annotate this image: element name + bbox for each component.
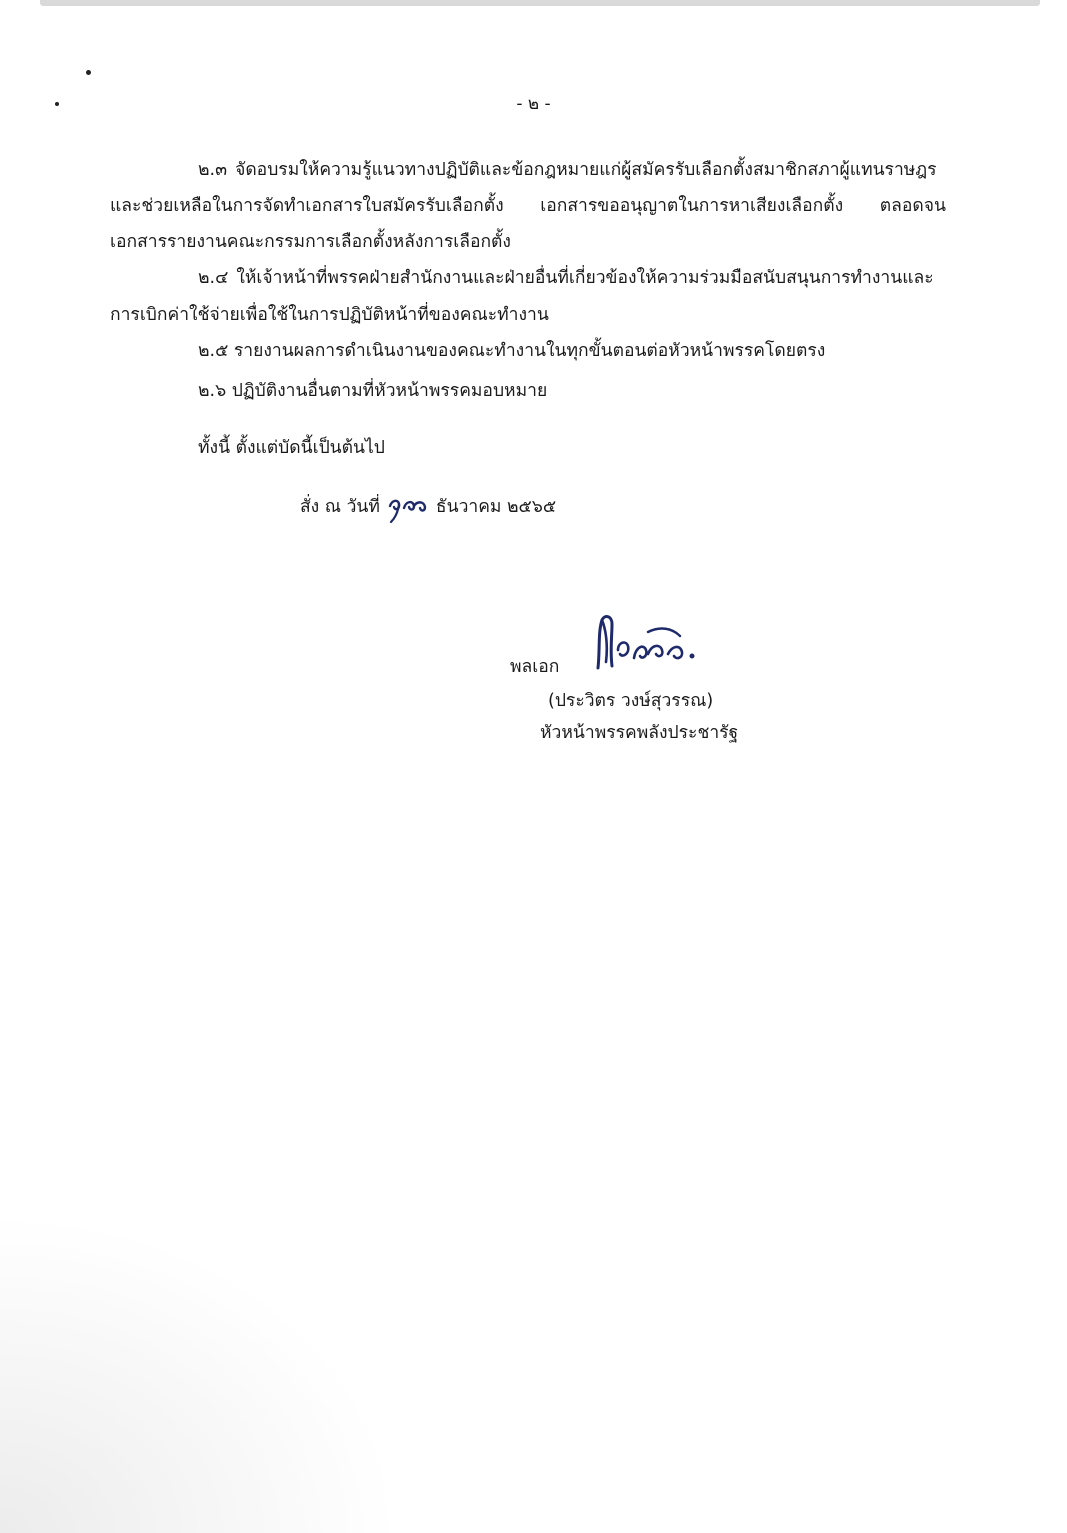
clause-2-4-line-1 xyxy=(198,265,946,291)
page-number: - ๒ - xyxy=(516,94,551,114)
clause-text: จัดอบรมให้ความรู้แนวทางปฏิบัติและข้อกฎหมายแก่ผู้สมัครรับเลือกตั้งสมาชิกสภาผู้แทนราษฎร xyxy=(235,160,937,180)
signer-rank: พลเอก xyxy=(510,657,560,677)
clause-text: ให้เจ้าหน้าที่พรรคฝ่ายสำนักงานและฝ่ายอื่นที่เกี่ยวข้องให้ความร่วมมือสนับสนุนการทำงานและ xyxy=(236,268,934,288)
clause-2-6: ๒.๖ ปฏิบัติงานอื่นตามที่หัวหน้าพรรคมอบหมาย xyxy=(198,381,548,401)
clause-2-3-line-1 xyxy=(198,157,946,183)
effective-statement: ทั้งนี้ ตั้งแต่บัดนี้เป็นต้นไป xyxy=(198,438,385,458)
clause-2-3-line-2 xyxy=(110,193,946,219)
clause-text: และช่วยเหลือในการจัดทำเอกสารใบสมัครรับเลือกตั้ง xyxy=(110,196,504,216)
signer-title: หัวหน้าพรรคพลังประชารัฐ xyxy=(540,723,739,743)
signature-block xyxy=(510,610,830,743)
clause-text: ตลอดจน xyxy=(879,196,946,216)
handwritten-signature xyxy=(588,610,708,680)
clause-2-3-line-3: เอกสารรายงานคณะกรรมการเลือกตั้งหลังการเลือกตั้ง xyxy=(110,232,511,252)
scan-speck xyxy=(86,70,91,75)
clause-2-4-line-2: การเบิกค่าใช้จ่ายเพื่อใช้ในการปฏิบัติหน้าที่ของคณะทำงาน xyxy=(110,305,549,325)
signer-name: (ประวิตร วงษ์สุวรรณ) xyxy=(548,691,714,711)
scan-edge-bar xyxy=(40,0,1040,6)
handwritten-day-number xyxy=(386,494,430,520)
clause-number: ๒.๔ xyxy=(198,268,229,288)
order-prefix: สั่ง ณ วันที่ xyxy=(300,497,380,517)
order-month-year: ธันวาคม ๒๕๖๕ xyxy=(435,497,557,517)
scan-shading xyxy=(0,1213,400,1533)
order-date-line xyxy=(300,494,556,520)
clause-2-5: ๒.๕ รายงานผลการดำเนินงานของคณะทำงานในทุกขั้นตอนต่อหัวหน้าพรรคโดยตรง xyxy=(198,341,826,361)
clause-number: ๒.๓ xyxy=(198,160,228,180)
clause-text: เอกสารขออนุญาตในการหาเสียงเลือกตั้ง xyxy=(540,196,844,216)
handwritten-day-glyph xyxy=(386,490,430,524)
